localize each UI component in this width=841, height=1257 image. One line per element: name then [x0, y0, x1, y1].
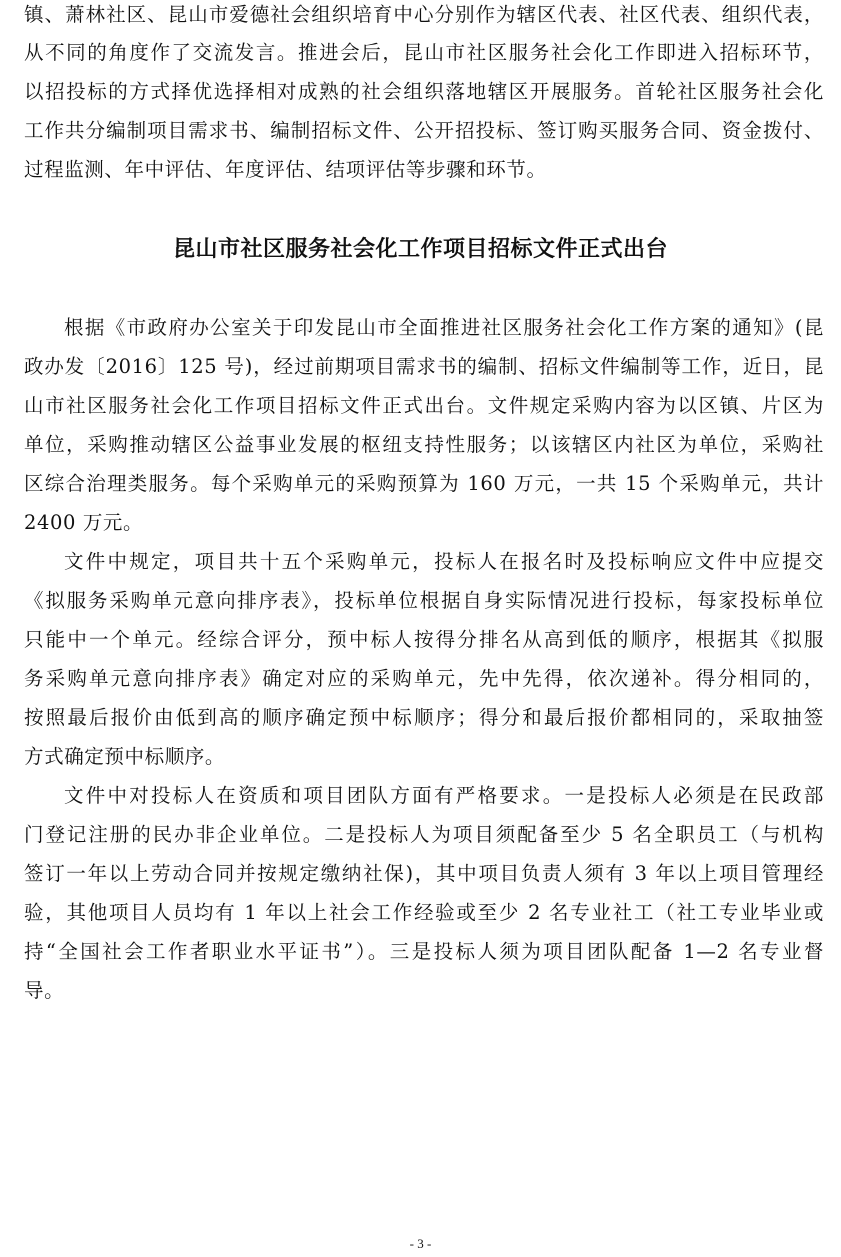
para3-line-6: 导。: [24, 979, 65, 1002]
intro-line-2: 从不同的角度作了交流发言。推进会后，昆山市社区服务社会化工作即进入招标环节，: [24, 41, 824, 64]
para2-line-2: 《拟服务采购单元意向排序表》，投标单位根据自身实际情况进行投标，每家投标单位: [24, 589, 824, 612]
para3-line-5: 持“全国社会工作者职业水平证书”）。三是投标人须为项目团队配备 1—2 名专业督: [24, 940, 824, 963]
para1-line-2: 政办发〔2016〕125 号)，经过前期项目需求书的编制、招标文件编制等工作，近日，昆: [24, 355, 824, 378]
para1-line-5: 区综合治理类服务。每个采购单元的采购预算为 160 万元，一共 15 个采购单元，共计: [24, 472, 824, 495]
section-heading: 昆山市社区服务社会化工作项目招标文件正式出台: [172, 236, 668, 262]
para2-line-4: 务采购单元意向排序表》确定对应的采购单元，先中先得，依次递补。得分相同的，: [24, 667, 824, 690]
intro-line-5: 过程监测、年中评估、年度评估、结项评估等步骤和环节。: [24, 158, 547, 181]
para1-line-6: 2400 万元。: [24, 511, 144, 534]
para3-line-2: 门登记注册的民办非企业单位。二是投标人为项目须配备至少 5 名全职员工（与机构: [24, 823, 824, 846]
para3-line-4: 验，其他项目人员均有 1 年以上社会工作经验或至少 2 名专业社工（社工专业毕业或: [24, 901, 824, 924]
para2-line-6: 方式确定预中标顺序。: [24, 745, 226, 768]
para1-line-1: 根据《市政府办公室关于印发昆山市全面推进社区服务社会化工作方案的通知》(昆: [64, 316, 824, 339]
para2-line-3: 只能中一个单元。经综合评分，预中标人按得分排名从高到低的顺序，根据其《拟服: [24, 628, 824, 651]
para2-line-5: 按照最后报价由低到高的顺序确定预中标顺序；得分和最后报价都相同的，采取抽签: [24, 706, 824, 729]
intro-line-3: 以招投标的方式择优选择相对成熟的社会组织落地辖区开展服务。首轮社区服务社会化: [24, 80, 824, 103]
intro-line-1: 镇、萧林社区、昆山市爱德社会组织培育中心分别作为辖区代表、社区代表、组织代表，: [24, 3, 824, 26]
para3-line-3: 签订一年以上劳动合同并按规定缴纳社保)，其中项目负责人须有 3 年以上项目管理经: [24, 862, 824, 885]
para1-line-4: 单位，采购推动辖区公益事业发展的枢纽支持性服务；以该辖区内社区为单位，采购社: [24, 433, 824, 456]
page-number: - 3 -: [409, 1236, 432, 1251]
para1-line-3: 山市社区服务社会化工作项目招标文件正式出台。文件规定采购内容为以区镇、片区为: [24, 394, 824, 417]
para3-line-1: 文件中对投标人在资质和项目团队方面有严格要求。一是投标人必须是在民政部: [64, 784, 824, 807]
para2-line-1: 文件中规定，项目共十五个采购单元，投标人在报名时及投标响应文件中应提交: [64, 550, 824, 573]
intro-line-4: 工作共分编制项目需求书、编制招标文件、公开招投标、签订购买服务合同、资金拨付、: [24, 119, 824, 142]
